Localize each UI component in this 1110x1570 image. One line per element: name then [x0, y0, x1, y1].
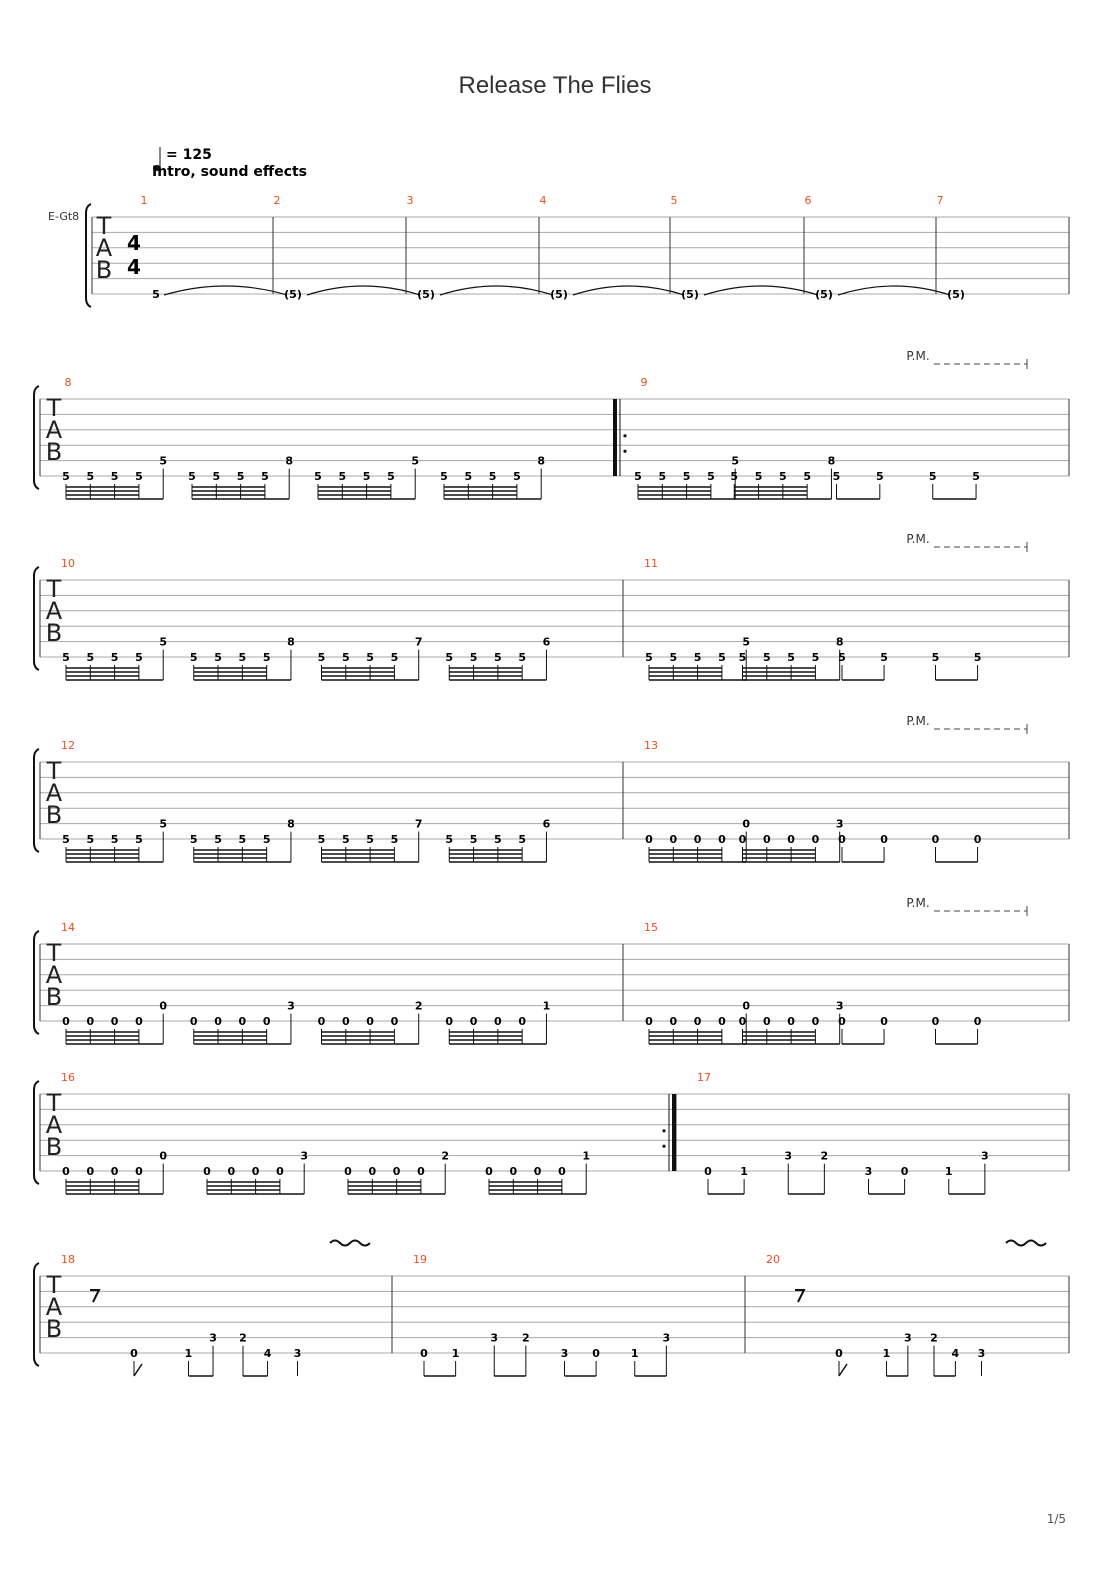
tab-clef-letter: A — [45, 416, 63, 444]
tab-fret-number: 5 — [469, 651, 478, 664]
tab-fret-number: 5 — [464, 470, 473, 483]
tab-clef-letter: B — [45, 983, 63, 1011]
tab-fret-number: 0 — [189, 1015, 198, 1028]
tab-fret-number: 5 — [362, 470, 371, 483]
tab-fret-number: 2 — [820, 1149, 829, 1163]
tab-fret-number: 5 — [738, 651, 747, 664]
tab-fret-number: (5) — [417, 288, 435, 301]
tab-fret-number: 0 — [390, 1015, 399, 1028]
tab-fret-number: 5 — [634, 470, 642, 483]
tab-fret-number: 0 — [251, 1165, 260, 1178]
tab-fret-number: 5 — [262, 833, 271, 846]
tab-fret-number: 5 — [494, 651, 502, 664]
tab-clef-letter: A — [45, 961, 63, 989]
tab-fret-number: 4 — [263, 1347, 272, 1360]
tab-clef-letter: T — [46, 394, 62, 422]
eighth-flag-icon — [134, 1364, 142, 1376]
measure-number: 18 — [61, 1253, 75, 1266]
tab-fret-number: 5 — [189, 651, 198, 664]
palm-mute-label: P.M. — [906, 896, 930, 910]
tab-fret-number: 5 — [494, 833, 502, 846]
tab-fret-number: 5 — [152, 288, 160, 301]
tab-fret-number: 3 — [981, 1149, 989, 1163]
tab-fret-number: 0 — [509, 1165, 518, 1178]
system-bracket — [86, 204, 91, 307]
tab-fret-number: 7 — [414, 817, 423, 831]
tab-fret-number: 0 — [558, 1165, 566, 1178]
measure-number: 1 — [140, 194, 148, 207]
tab-fret-number: 4 — [951, 1347, 960, 1360]
tab-fret-number: 1 — [740, 1165, 748, 1178]
tab-fret-number: 5 — [931, 651, 940, 664]
tab-clef-letter: B — [45, 1133, 63, 1161]
tab-fret-number: 0 — [880, 833, 888, 846]
staff-system — [34, 532, 1069, 680]
tab-fret-number: 1 — [630, 1347, 639, 1360]
measure-number: 2 — [273, 194, 281, 207]
measure-number: 4 — [539, 194, 547, 207]
tab-fret-number: 5 — [135, 651, 143, 664]
tab-fret-number: (5) — [550, 288, 568, 301]
tab-fret-number: 5 — [188, 470, 196, 483]
tab-fret-number: 0 — [835, 1347, 843, 1360]
tab-fret-number: 0 — [693, 1015, 702, 1028]
tab-fret-number: 0 — [704, 1165, 712, 1178]
tab-fret-number: 8 — [827, 454, 836, 468]
tab-fret-number: 5 — [880, 651, 888, 664]
tab-fret-number: 5 — [718, 651, 726, 664]
tab-fret-number: 3 — [904, 1331, 912, 1345]
system-bracket — [34, 1263, 39, 1366]
tab-fret-number: 5 — [238, 833, 247, 846]
tab-fret-number: 5 — [445, 651, 454, 664]
tab-fret-number: 5 — [742, 635, 751, 649]
tab-fret-number: 0 — [130, 1347, 138, 1360]
tab-fret-number: 0 — [420, 1347, 428, 1360]
repeat-dot — [662, 1129, 665, 1132]
tab-fret-number: 6 — [542, 635, 551, 649]
tab-fret-number: (5) — [947, 288, 965, 301]
tab-fret-number: 0 — [392, 1165, 401, 1178]
tab-fret-number: 5 — [440, 470, 448, 483]
tab-clef-letter: B — [45, 619, 63, 647]
eighth-flag-icon — [839, 1364, 847, 1376]
tab-fret-number: 0 — [469, 1015, 478, 1028]
tab-fret-number: 0 — [86, 1015, 95, 1028]
tab-fret-number: 5 — [86, 651, 95, 664]
tab-fret-number: 5 — [390, 651, 399, 664]
measure-number: 9 — [640, 376, 648, 389]
tab-fret-number: 5 — [341, 833, 350, 846]
tab-fret-number: 5 — [928, 470, 937, 483]
repeat-dot — [623, 434, 626, 437]
tab-fret-number: 0 — [718, 1015, 726, 1028]
tab-fret-number: (5) — [284, 288, 302, 301]
tab-fret-number: 3 — [662, 1331, 671, 1345]
tab-fret-number: 5 — [62, 470, 70, 483]
tab-fret-number: 0 — [86, 1165, 95, 1178]
tab-fret-number: 5 — [513, 470, 521, 483]
tab-fret-number: 2 — [441, 1149, 450, 1163]
page-number: 1/5 — [1046, 1512, 1066, 1526]
tab-fret-number: 5 — [693, 651, 702, 664]
tab-fret-number: 0 — [276, 1165, 284, 1178]
tab-clef-letter: T — [96, 212, 112, 240]
tab-fret-number: 0 — [900, 1165, 909, 1178]
tab-fret-number: 0 — [645, 833, 653, 846]
system-bracket — [34, 931, 39, 1034]
vibrato-icon — [330, 1241, 370, 1246]
tab-fret-number: 0 — [669, 833, 678, 846]
time-signature-bottom: 4 — [127, 255, 141, 279]
repeat-start-thick-bar — [613, 399, 617, 476]
tab-fret-number: 5 — [212, 470, 221, 483]
tab-fret-number: 5 — [811, 651, 820, 664]
tab-fret-number: 3 — [300, 1149, 309, 1163]
tab-fret-number: 0 — [693, 833, 702, 846]
instrument-label: E-Gt8 — [48, 210, 80, 223]
tab-fret-number: 5 — [973, 651, 982, 664]
tab-fret-number: 0 — [485, 1165, 493, 1178]
tab-fret-number: 5 — [518, 833, 526, 846]
tab-fret-number: 1 — [451, 1347, 460, 1360]
measure-number: 13 — [644, 739, 658, 752]
staff-system — [86, 194, 1069, 307]
tab-fret-number: 3 — [784, 1149, 793, 1163]
tab-fret-number: 0 — [159, 1149, 168, 1163]
tab-fret-number: 0 — [533, 1165, 542, 1178]
tab-fret-number: 0 — [738, 833, 747, 846]
tab-clef-letter: T — [46, 1271, 62, 1299]
tab-fret-number: 5 — [387, 470, 395, 483]
tab-fret-number: 0 — [592, 1347, 600, 1360]
tab-clef-letter: B — [45, 1315, 63, 1343]
tab-fret-number: 5 — [236, 470, 245, 483]
tab-fret-number: 5 — [189, 833, 198, 846]
tab-fret-number: 5 — [488, 470, 497, 483]
measure-number: 17 — [697, 1071, 711, 1084]
tab-fret-number: 3 — [560, 1347, 569, 1360]
tab-fret-number: 5 — [658, 470, 667, 483]
measure-number: 12 — [61, 739, 75, 752]
time-signature-top: 4 — [127, 231, 141, 255]
tab-fret-number: 5 — [730, 470, 739, 483]
tab-fret-number: 3 — [835, 999, 844, 1013]
tab-fret-number: 0 — [135, 1015, 143, 1028]
tab-fret-number: 0 — [645, 1015, 653, 1028]
tab-clef-letter: T — [46, 757, 62, 785]
song-title: Release The Flies — [458, 72, 652, 99]
tab-fret-number: 1 — [582, 1149, 591, 1163]
tab-fret-number: 5 — [338, 470, 347, 483]
tab-fret-number: 0 — [494, 1015, 502, 1028]
tab-fret-number: 5 — [238, 651, 247, 664]
tab-fret-number: 0 — [445, 1015, 454, 1028]
tab-fret-number: 0 — [787, 1015, 795, 1028]
palm-mute-label: P.M. — [906, 532, 930, 546]
tab-fret-number: 0 — [262, 1015, 271, 1028]
tab-fret-number: 5 — [110, 651, 119, 664]
tab-clef-letter: T — [46, 939, 62, 967]
tab-fret-number: 5 — [754, 470, 763, 483]
tab-fret-number: 0 — [762, 1015, 771, 1028]
tab-fret-number: 0 — [317, 1015, 326, 1028]
tab-fret-number: 3 — [835, 817, 844, 831]
tab-fret-number: 5 — [214, 651, 222, 664]
tab-fret-number: 2 — [239, 1331, 247, 1345]
tab-fret-number: 5 — [261, 470, 269, 483]
repeat-dot — [662, 1145, 665, 1148]
tab-fret-number: 5 — [390, 833, 399, 846]
repeat-end-thick-bar — [672, 1094, 676, 1171]
measure-number: 3 — [406, 194, 414, 207]
measure-number: 10 — [61, 557, 75, 570]
tab-fret-number: 1 — [542, 999, 551, 1013]
measure-number: 8 — [64, 376, 72, 389]
measure-number: 11 — [644, 557, 658, 570]
tab-fret-number: 0 — [718, 833, 726, 846]
system-bracket — [34, 567, 39, 670]
palm-mute-label: P.M. — [906, 714, 930, 728]
tab-fret-number: 5 — [110, 833, 119, 846]
tab-fret-number: 0 — [811, 1015, 820, 1028]
section-label: Intro, sound effects — [152, 164, 308, 180]
tab-clef-letter: A — [45, 1111, 63, 1139]
measure-number: 15 — [644, 921, 658, 934]
tab-fret-number: 5 — [159, 635, 168, 649]
tab-fret-number: 5 — [341, 651, 350, 664]
tab-fret-number: 2 — [414, 999, 423, 1013]
tab-fret-number: 0 — [227, 1165, 236, 1178]
tab-fret-number: 0 — [742, 817, 751, 831]
tab-clef-letter: B — [95, 256, 113, 284]
tab-fret-number: 1 — [944, 1165, 953, 1178]
tab-fret-number: 5 — [135, 833, 143, 846]
tab-fret-number: 5 — [682, 470, 691, 483]
tab-fret-number: 3 — [287, 999, 295, 1013]
tab-fret-number: 0 — [973, 1015, 982, 1028]
tab-clef-letter: A — [45, 779, 63, 807]
tab-fret-number: 5 — [62, 651, 70, 664]
measure-number: 6 — [804, 194, 812, 207]
tab-clef-letter: A — [95, 234, 113, 262]
tab-fret-number: 5 — [317, 651, 326, 664]
tab-fret-number: 8 — [285, 454, 294, 468]
tab-fret-number: 0 — [762, 833, 771, 846]
measure-number: 5 — [670, 194, 678, 207]
tab-fret-number: 0 — [341, 1015, 350, 1028]
measure-number: 14 — [61, 921, 75, 934]
tab-fret-number: 7 — [414, 635, 423, 649]
tab-fret-number: 5 — [86, 833, 95, 846]
tab-fret-number: 1 — [184, 1347, 193, 1360]
tab-fret-number: 3 — [977, 1347, 986, 1360]
tab-fret-number: 3 — [490, 1331, 499, 1345]
tab-fret-number: 5 — [411, 454, 420, 468]
tab-fret-number: 5 — [110, 470, 119, 483]
tab-fret-number: 5 — [159, 817, 168, 831]
tab-fret-number: 5 — [366, 651, 374, 664]
tab-fret-number: 0 — [931, 1015, 940, 1028]
tab-fret-number: 2 — [522, 1331, 530, 1345]
tab-fret-number: 3 — [293, 1347, 302, 1360]
tab-fret-number: 2 — [930, 1331, 938, 1345]
tab-fret-number: 1 — [882, 1347, 891, 1360]
staff-system — [34, 714, 1069, 862]
tab-fret-number: 0 — [417, 1165, 425, 1178]
tab-fret-number: 0 — [110, 1015, 119, 1028]
tab-fret-number: 5 — [832, 470, 841, 483]
tab-fret-number: 8 — [287, 635, 295, 649]
palm-mute-label: P.M. — [906, 349, 930, 363]
staff-system — [34, 349, 1069, 499]
staff-systems — [34, 194, 1069, 1376]
tempo-marking — [152, 147, 307, 180]
tab-fret-number: 5 — [779, 470, 787, 483]
tab-fret-number: 5 — [214, 833, 222, 846]
tab-fret-number: 0 — [110, 1165, 119, 1178]
tab-fret-number: 5 — [135, 470, 143, 483]
tab-fret-number: 5 — [803, 470, 811, 483]
tab-fret-number: 3 — [209, 1331, 217, 1345]
tab-fret-number: 5 — [875, 470, 884, 483]
tab-fret-number: 8 — [537, 454, 546, 468]
tab-fret-number: 6 — [542, 817, 551, 831]
staff-system — [34, 1241, 1069, 1377]
tab-fret-number: 5 — [62, 833, 70, 846]
system-bracket — [34, 749, 39, 852]
tab-fret-number: 0 — [135, 1165, 143, 1178]
measure-number: 16 — [61, 1071, 75, 1084]
tab-fret-number: 0 — [366, 1015, 374, 1028]
tab-fret-number: 0 — [62, 1165, 70, 1178]
tab-fret-number: 5 — [838, 651, 846, 664]
tab-fret-number: 0 — [203, 1165, 211, 1178]
tab-fret-number: 5 — [314, 470, 322, 483]
tab-fret-number: 0 — [238, 1015, 247, 1028]
tab-fret-number: 5 — [731, 454, 740, 468]
tab-fret-number: 0 — [811, 833, 820, 846]
measure-number: 7 — [936, 194, 944, 207]
tab-fret-number: 0 — [62, 1015, 70, 1028]
tab-fret-number: 5 — [645, 651, 653, 664]
tab-fret-number: 5 — [469, 833, 478, 846]
staff-system — [34, 896, 1069, 1044]
vibrato-icon — [1006, 1241, 1046, 1246]
tab-fret-number: 8 — [835, 635, 844, 649]
tab-fret-number: 5 — [317, 833, 326, 846]
tab-fret-number: 0 — [368, 1165, 377, 1178]
tab-clef-letter: B — [45, 438, 63, 466]
tab-clef-letter: B — [45, 801, 63, 829]
system-bracket — [34, 386, 39, 489]
tab-fret-number: 5 — [262, 651, 271, 664]
tab-fret-number: 5 — [159, 454, 168, 468]
tab-fret-number: 0 — [838, 833, 846, 846]
tab-fret-number: 0 — [973, 833, 982, 846]
tab-fret-number: 5 — [669, 651, 678, 664]
tab-fret-number: 5 — [518, 651, 526, 664]
tab-fret-number: 0 — [738, 1015, 747, 1028]
system-bracket — [34, 1081, 39, 1184]
tab-fret-number: 5 — [787, 651, 795, 664]
tab-fret-number: 0 — [880, 1015, 888, 1028]
tab-fret-number: 0 — [518, 1015, 526, 1028]
tab-fret-number: 0 — [214, 1015, 222, 1028]
tab-fret-number: (5) — [681, 288, 699, 301]
tab-fret-number: 5 — [86, 470, 95, 483]
tab-fret-number: 0 — [344, 1165, 352, 1178]
tab-clef-letter: T — [46, 1089, 62, 1117]
tab-fret-number: 0 — [669, 1015, 678, 1028]
tab-fret-number: 5 — [366, 833, 374, 846]
measure-number: 20 — [766, 1253, 780, 1266]
tab-fret-number: 0 — [787, 833, 795, 846]
tab-clef-letter: A — [45, 597, 63, 625]
tempo-value: = 125 — [166, 147, 212, 163]
tab-fret-number: 0 — [838, 1015, 846, 1028]
tab-fret-number: 0 — [159, 999, 168, 1013]
tab-fret-number: 0 — [742, 999, 751, 1013]
tab-fret-number: 8 — [287, 817, 295, 831]
staff-system — [34, 1071, 1069, 1194]
measure-number: 19 — [413, 1253, 427, 1266]
tab-clef-letter: A — [45, 1293, 63, 1321]
tab-fret-number: 5 — [445, 833, 454, 846]
repeat-dot — [623, 450, 626, 453]
tab-fret-number: (5) — [815, 288, 833, 301]
tab-fret-number: 0 — [931, 833, 940, 846]
tab-fret-number: 5 — [707, 470, 715, 483]
tab-fret-number: 5 — [972, 470, 980, 483]
tab-clef-letter: T — [46, 575, 62, 603]
tab-fret-number: 3 — [864, 1165, 873, 1178]
tab-fret-number: 5 — [762, 651, 771, 664]
